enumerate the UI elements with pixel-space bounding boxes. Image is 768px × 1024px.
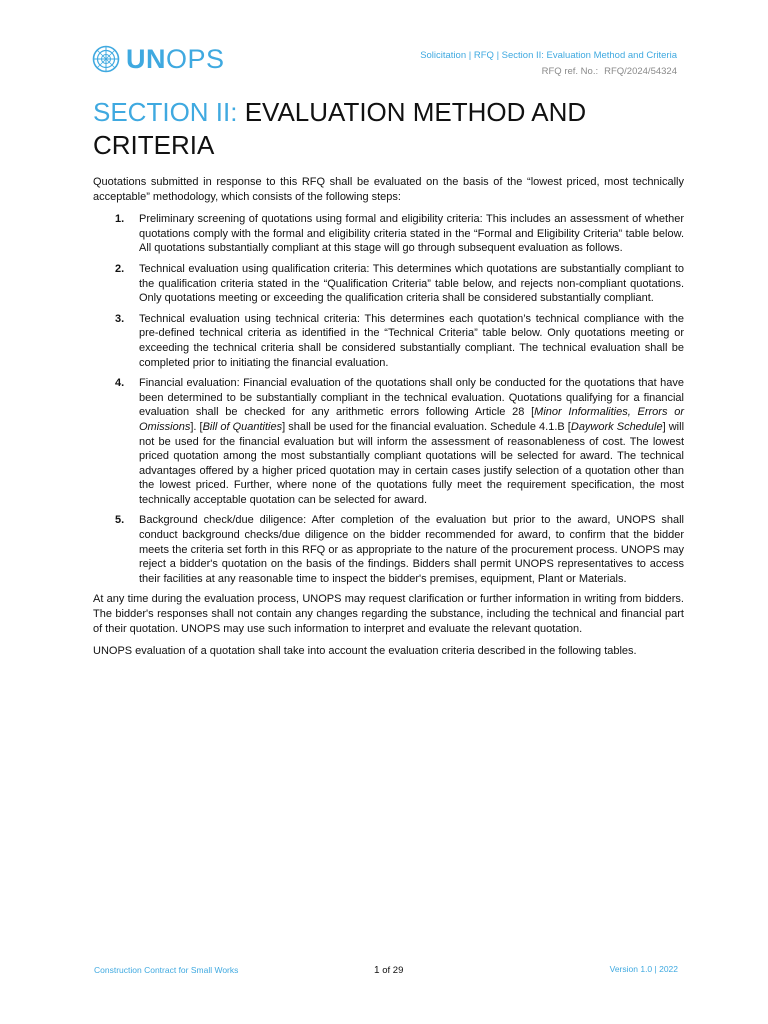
list-item — [93, 513, 684, 586]
page-of: of — [382, 965, 391, 976]
logo-text-bold: UN — [126, 44, 166, 74]
step-text: Background check/due diligence: After completion of the evaluation but prior to the award, UNOPS shall conduct background checks/due diligence on the bidder recommended for award, to confirm that the bidder meets the criteria set forth in this RFQ or as appropriate to the nature of the procurement process. UNOPS may reject a bidder's quotation on the basis of the findings. Bidders shall permit UNOPS representatives to access their facilities at any reasonable time to inspect the bidder's premises, equipment, Plant or Materials. — [139, 514, 684, 585]
page-current: 1 — [374, 965, 380, 976]
evaluation-steps-list — [93, 212, 684, 586]
footer-version: Version 1.0 | 2022 — [609, 964, 678, 974]
page-total: 29 — [392, 965, 404, 976]
bill-of-quantities-reference: Bill of Quantities — [202, 420, 283, 433]
list-item — [93, 376, 684, 507]
rfq-ref-value: RFQ/2024/54324 — [604, 66, 677, 77]
logo-text-light: OPS — [166, 44, 225, 74]
list-item — [93, 262, 684, 306]
footer-document-name: Construction Contract for Small Works — [94, 965, 239, 975]
document-body — [93, 175, 684, 667]
step-number: 5. — [115, 514, 125, 527]
daywork-schedule-reference: Daywork Schedule — [570, 420, 663, 433]
step-number: 4. — [115, 377, 125, 390]
step-text: Technical evaluation using technical criteria: This determines each quotation’s technical compliance with the pre-defined technical criteria as identified in the “Technical Criteria” table below. Only quotations meeting or exceeding the technical criteria shall be considered substantially compliant. The technical evaluation shall be completed prior to initiating the financial evaluation. — [139, 312, 684, 369]
article-reference: Minor Informalities, Errors or Omissions — [139, 406, 684, 433]
header-breadcrumb: Solicitation | RFQ | Section II: Evaluation Method and Criteria — [420, 50, 677, 61]
step-text: Preliminary screening of quotations using formal and eligibility criteria: This includes an assessment of whether quotations comply with the formal and eligibility criteria stated in the “Formal and Eligibility Criteria” table below. All quotations substantially compliant at this stage will go through subsequent evaluation as follows. — [139, 213, 684, 255]
step-text-part: ]. [ — [190, 420, 203, 433]
step-number: 3. — [115, 312, 125, 325]
un-emblem-icon — [92, 45, 120, 73]
step-text — [139, 376, 684, 507]
step-number: 2. — [115, 262, 125, 275]
footer-page-number — [374, 965, 403, 976]
rfq-reference — [420, 64, 677, 80]
clarification-paragraph: At any time during the evaluation process, UNOPS may request clarification or further information in writing from bidders. The bidder's responses shall not contain any changes regarding the substance, including the technical and financial part of their quotation. UNOPS may use such information to interpret and evaluate the relevant quotation. — [93, 593, 684, 635]
step-number: 1. — [115, 213, 125, 226]
step-text-part: ] shall be used for the financial evaluation. Schedule 4.1.B [ — [282, 420, 571, 433]
section-label: SECTION II: — [93, 97, 238, 127]
document-header-info — [420, 48, 677, 80]
step-text: Technical evaluation using qualification criteria: This determines which quotations are substantially compliant to the qualification criteria stated in the “Qualification Criteria” table below, and rejects non-compliant quotations. Only quotations meeting or exceeding the qualification criteria shall be considered substantially compliant. — [139, 262, 684, 305]
page-title — [93, 96, 693, 162]
section-heading: EVALUATION METHOD AND CRITERIA — [93, 97, 587, 160]
logo-wordmark — [126, 45, 225, 73]
list-item — [93, 212, 684, 256]
criteria-tables-paragraph: UNOPS evaluation of a quotation shall take into account the evaluation criteria described in the following tables. — [93, 645, 637, 658]
unops-logo — [92, 44, 225, 74]
step-text-part: ] will not be used for the financial evaluation but will inform the assessment of reasonableness of cost. The lowest priced quotation among the most substantially compliant quotations will be selected for award. The technical advantages offered by a higher priced quotation may in certain cases justify selection of a quotation other than the lowest priced. Further, where none of the quotations fully meet the requirement specification, the most technically acceptable quotation can be selected for award. — [139, 420, 685, 506]
intro-paragraph: Quotations submitted in response to this RFQ shall be evaluated on the basis of the “lowest priced, most technically acceptable” methodology, which consists of the following steps: — [93, 176, 684, 203]
list-item — [93, 312, 684, 370]
rfq-ref-label: RFQ ref. No.: — [541, 66, 599, 77]
step-text-part: Financial evaluation: Financial evaluation of the quotations shall only be conducted for the quotations that have been determined to be substantially compliant in the technical evaluation. Quotations qualifying for a financial evaluation shall be checked for any arithmetic errors following Article 28 [ — [139, 377, 684, 419]
